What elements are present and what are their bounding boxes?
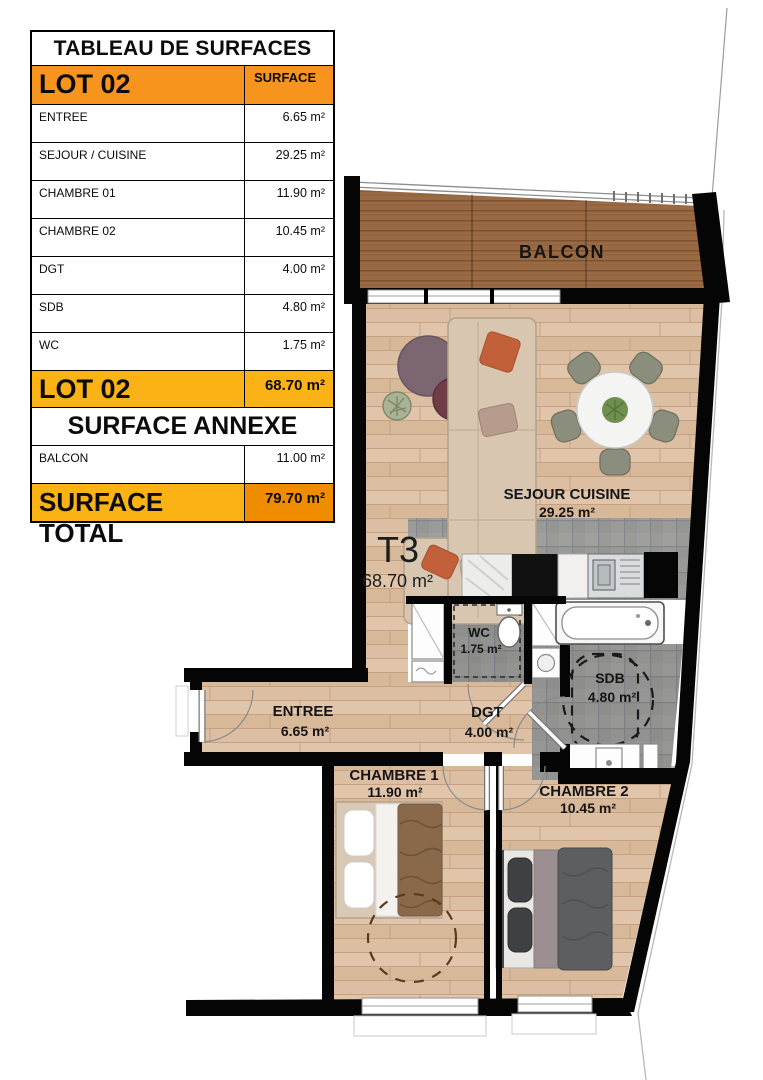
parcel-line-top [712, 8, 727, 198]
kitchen-sink [588, 554, 644, 598]
table-row-balcon [32, 446, 333, 484]
plant [383, 392, 411, 420]
row-label: WC [39, 338, 59, 352]
row-value: 11.90 m² [244, 181, 333, 218]
row-label: CHAMBRE 02 [39, 224, 116, 238]
wall-balcony-left [344, 176, 360, 302]
wall-wc-right [524, 602, 532, 684]
table-row [32, 333, 333, 371]
label-type-area: 68.70 m² [362, 571, 434, 591]
table-header-surface: SURFACE [244, 66, 333, 104]
label-chambre1-area: 11.90 m² [367, 784, 423, 800]
cooktop [512, 554, 558, 598]
bed-chambre1 [336, 802, 442, 918]
total-value: 79.70 m² [244, 484, 333, 521]
label-type: T3 [377, 529, 420, 570]
wall-entree-bottom [184, 752, 443, 766]
row-label: ENTREE [39, 110, 88, 124]
table-row [32, 143, 333, 181]
row-value: 6.65 m² [244, 105, 333, 142]
subtotal-label: LOT 02 [39, 374, 131, 404]
table-row [32, 105, 333, 143]
label-sdb: SDB [595, 670, 625, 686]
washing-machine [412, 661, 444, 682]
label-entree: ENTREE [272, 703, 334, 720]
label-chambre2: CHAMBRE 2 [539, 783, 629, 800]
table-header-row [32, 66, 333, 105]
label-wc-area: 1.75 m² [460, 642, 502, 656]
wall-sdb-bottom [558, 768, 678, 784]
row-label: SDB [39, 300, 64, 314]
row-value: 4.80 m² [244, 295, 333, 332]
label-chambre1: CHAMBRE 1 [349, 767, 439, 784]
wall-kitchen-block [644, 552, 678, 598]
total-label: SURFACE TOTAL [39, 487, 164, 548]
bathtub [556, 602, 664, 644]
label-sejour-area: 29.25 m² [538, 504, 596, 520]
wall-sdb-left-b [560, 744, 570, 782]
toilet [497, 604, 522, 647]
kitchen-counter [462, 554, 644, 598]
label-wc: WC [468, 625, 490, 640]
label-entree-area: 6.65 m² [280, 723, 330, 739]
label-dgt-area: 4.00 m² [464, 724, 514, 740]
label-chambre2-area: 10.45 m² [559, 800, 617, 816]
wall-entree-left-a [190, 682, 202, 690]
row-label: DGT [39, 262, 65, 276]
row-value: 10.45 m² [244, 219, 333, 256]
wall-neighbor [322, 766, 334, 1006]
bed-chambre2 [496, 848, 612, 970]
row-value: 11.00 m² [244, 446, 333, 483]
label-sdb-area: 4.80 m² [587, 689, 637, 705]
wall-kitchen-bottom [406, 596, 566, 604]
label-balcon: BALCON [519, 242, 605, 262]
table-total-row [32, 484, 333, 548]
subtotal-value: 68.70 m² [244, 371, 333, 407]
table-row [32, 295, 333, 333]
surface-table [30, 30, 335, 548]
row-value: 1.75 m² [244, 333, 333, 370]
window-chambre2 [512, 996, 596, 1034]
entry-threshold [176, 686, 188, 736]
table-subtotal-row [32, 371, 333, 408]
closet-column-left [412, 603, 444, 682]
row-label: SEJOUR / CUISINE [39, 148, 147, 162]
table-row [32, 219, 333, 257]
row-label: BALCON [39, 451, 89, 465]
table-title: TABLEAU DE SURFACES [32, 32, 333, 66]
table-row [32, 181, 333, 219]
wall-sdb-left-a [560, 645, 570, 697]
label-sejour: SEJOUR CUISINE [503, 486, 631, 503]
row-label: CHAMBRE 01 [39, 186, 116, 200]
wall-door-post [484, 752, 502, 766]
table-row [32, 257, 333, 295]
row-value: 4.00 m² [244, 257, 333, 294]
wall-wc-left [444, 602, 452, 684]
wall-entree-top [184, 668, 368, 682]
label-dgt: DGT [471, 704, 503, 721]
row-value: 29.25 m² [244, 143, 333, 180]
bay-window-sejour [368, 289, 560, 304]
wall-sejour-left [352, 298, 366, 672]
annexe-header: SURFACE ANNEXE [32, 408, 333, 446]
window-chambre1 [354, 998, 486, 1036]
table-header-lot: LOT 02 [39, 69, 131, 99]
